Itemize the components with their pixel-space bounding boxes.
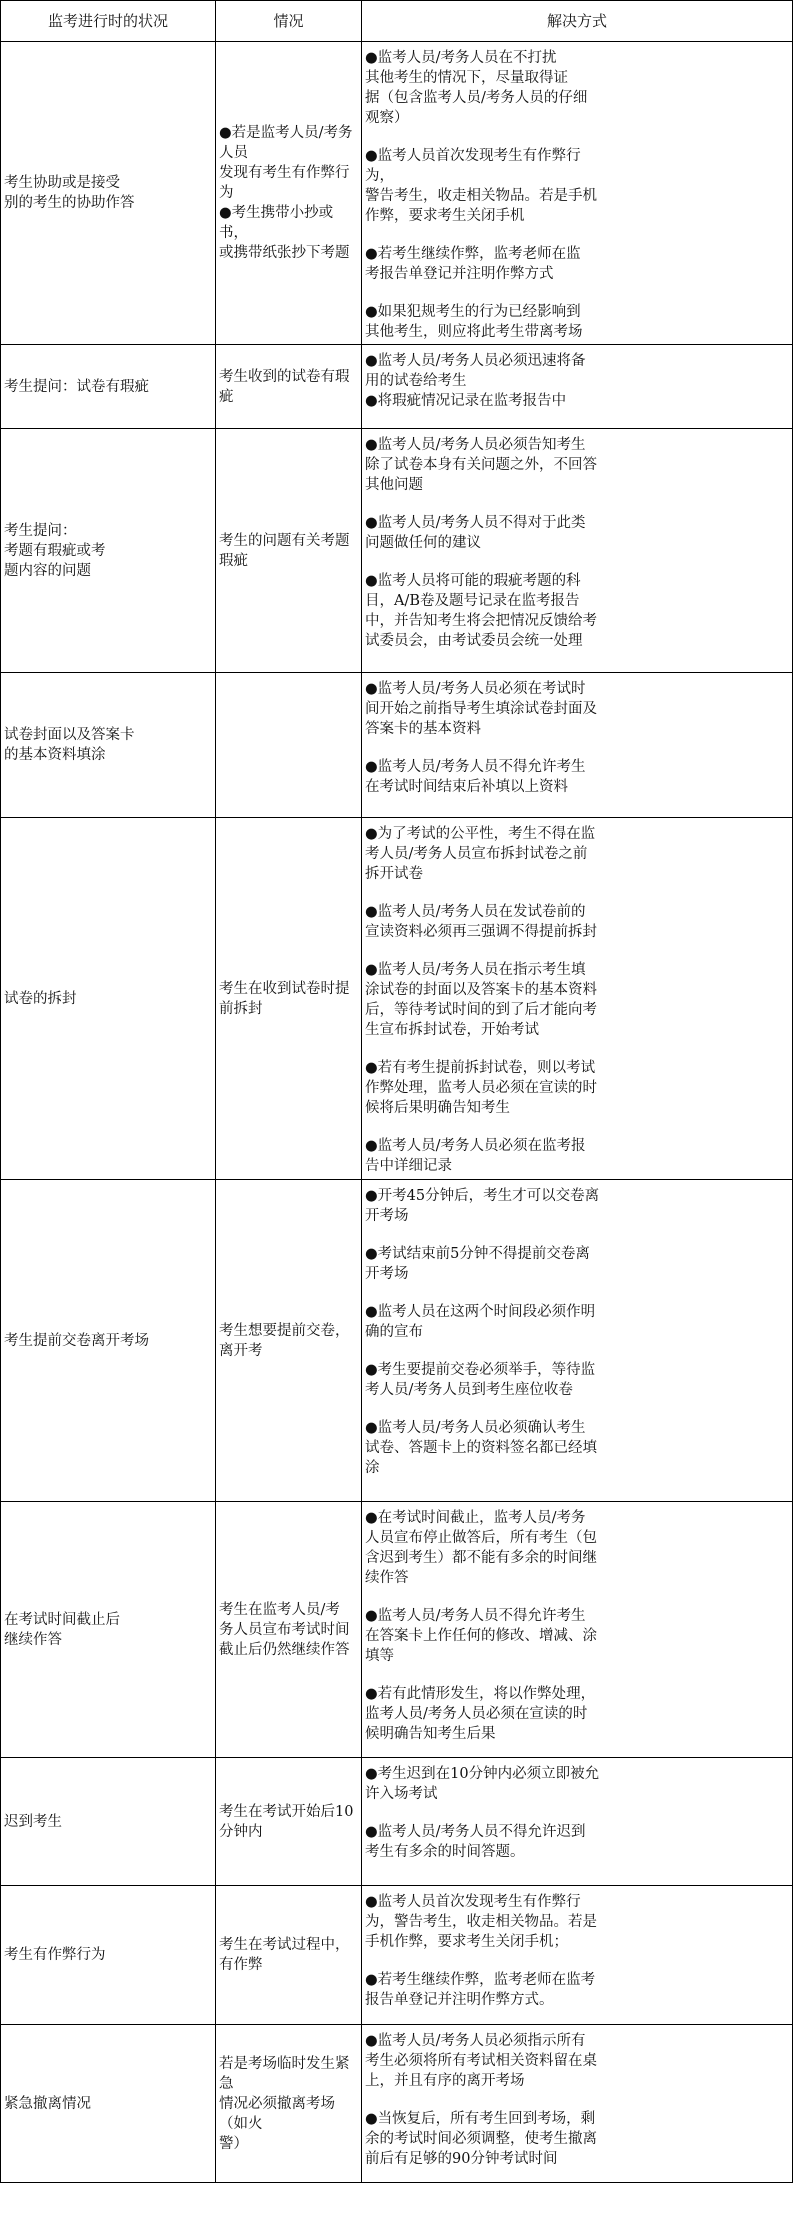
situation-cell: 考生有作弊行为	[1, 1886, 216, 2025]
situation-cell: 考生提问：试卷有瑕疵	[1, 345, 216, 429]
situation-cell: 考生提问： 考题有瑕疵或考 题内容的问题	[1, 429, 216, 673]
solution-cell	[362, 818, 793, 1180]
solution-cell	[362, 42, 793, 345]
solution-item: ●监考人员/考务人员不得允许考生 在考试时间结束后补填以上资料	[365, 759, 586, 795]
table-row	[1, 673, 793, 818]
solution-item: ●监考人员/考务人员不得对于此类 问题做任何的建议	[365, 515, 586, 551]
header-solution: 解决方式	[362, 1, 793, 42]
situation-cell: 试卷的拆封	[1, 818, 216, 1180]
table-row	[1, 1180, 793, 1502]
condition-cell: 考生在监考人员/考 务人员宣布考试时间 截止后仍然继续作答	[216, 1502, 362, 1758]
solution-item: ●监考人员/考务人员必须指示所有 考生必须将所有考试相关资料留在桌 上，并且有序的离开考场	[365, 2033, 597, 2089]
table-header-row	[1, 1, 793, 42]
condition-cell: 考生在考试开始后10分钟内	[216, 1758, 362, 1886]
situation-cell: 考生提前交卷离开考场	[1, 1180, 216, 1502]
solution-item: ●监考人员将可能的瑕疵考题的科 目，A/B卷及题号记录在监考报告 中，并告知考生将会把情况反馈给考 试委员会，由考试委员会统一处理	[365, 573, 597, 649]
solution-cell	[362, 1502, 793, 1758]
solution-item: ●如果犯规考生的行为已经影响到 其他考生，则应将此考生带离考场	[365, 304, 583, 340]
condition-cell: ●若是监考人员/考务人员 发现有考生有作弊行为 ●考生携带小抄或书， 或携带纸张抄下考题	[216, 42, 362, 345]
solution-item: ●监考人员/考务人员必须确认考生 试卷、答题卡上的资料签名都已经填 涂	[365, 1420, 597, 1476]
solution-item: ●监考人员在这两个时间段必须作明 确的宣布	[365, 1304, 596, 1340]
solution-item: ●在考试时间截止，监考人员/考务 人员宣布停止做答后，所有考生（包 含迟到考生）都不能有多余的时间继 续作答	[365, 1510, 597, 1586]
solution-item: ●监考人员/考务人员不得允许考生 在答案卡上作任何的修改、增减、涂 填等	[365, 1608, 597, 1664]
solution-item: ●监考人员/考务人员在发试卷前的 宣读资料必须再三强调不得提前拆封	[365, 904, 597, 940]
condition-cell: 若是考场临时发生紧急 情况必须撤离考场（如火 警）	[216, 2025, 362, 2183]
solution-item: ●开考45分钟后，考生才可以交卷离 开考场	[365, 1188, 600, 1224]
table-row	[1, 818, 793, 1180]
solution-item: ●为了考试的公平性，考生不得在监 考人员/考务人员宣布拆封试卷之前 拆开试卷	[365, 826, 596, 882]
solution-item: ●若考生继续作弊，监考老师在监 考报告单登记并注明作弊方式	[365, 246, 581, 282]
header-condition: 情况	[216, 1, 362, 42]
condition-cell: 考生的问题有关考题瑕疵	[216, 429, 362, 673]
solution-cell	[362, 673, 793, 818]
situation-cell: 试卷封面以及答案卡 的基本资料填涂	[1, 673, 216, 818]
table-row	[1, 429, 793, 673]
condition-cell: 考生收到的试卷有瑕疵	[216, 345, 362, 429]
situation-cell: 在考试时间截止后 继续作答	[1, 1502, 216, 1758]
solution-item: ●若有此情形发生，将以作弊处理， 监考人员/考务人员必须在宣读的时 候明确告知考生后果	[365, 1686, 596, 1742]
solution-item: ●监考人员/考务人员必须在考试时 间开始之前指导考生填涂试卷封面及 答案卡的基本资料	[365, 681, 597, 737]
situation-cell: 迟到考生	[1, 1758, 216, 1886]
condition-cell	[216, 673, 362, 818]
solution-item: ●监考人员/考务人员在指示考生填 涂试卷的封面以及答案卡的基本资料 后，等待考试时间的到了后才能向考 生宣布拆封试卷，开始考试	[365, 962, 597, 1038]
solution-item: ●若考生继续作弊，监考老师在监考 报告单登记并注明作弊方式。	[365, 1972, 596, 2008]
table-row	[1, 1758, 793, 1886]
solution-cell	[362, 345, 793, 429]
header-situation: 监考进行时的状况	[1, 1, 216, 42]
solution-item: ●考生要提前交卷必须举手，等待监 考人员/考务人员到考生座位收卷	[365, 1362, 596, 1398]
table-row	[1, 2025, 793, 2183]
solution-item: ●若有考生提前拆封试卷，则以考试 作弊处理，监考人员必须在宣读的时 候将后果明确告知考生	[365, 1060, 597, 1116]
table-row	[1, 1502, 793, 1758]
solution-item: ●考生迟到在10分钟内必须立即被允 许入场考试	[365, 1766, 600, 1802]
table-row	[1, 1886, 793, 2025]
solution-item: ●监考人员首次发现考生有作弊行 为， 警告考生，收走相关物品。若是手机 作弊，要求考生关闭手机	[365, 148, 597, 224]
solution-cell	[362, 1758, 793, 1886]
condition-cell: 考生想要提前交卷，离开考	[216, 1180, 362, 1502]
situation-cell: 紧急撤离情况	[1, 2025, 216, 2183]
solution-item: ●监考人员/考务人员必须在监考报 告中详细记录	[365, 1138, 586, 1174]
table-row	[1, 42, 793, 345]
solution-cell	[362, 429, 793, 673]
solution-item: ●考试结束前5分钟不得提前交卷离 开考场	[365, 1246, 590, 1282]
solution-item: ●监考人员首次发现考生有作弊行 为，警告考生，收走相关物品。若是 手机作弊，要求考生关闭手机；	[365, 1894, 597, 1950]
solution-cell	[362, 1180, 793, 1502]
situation-cell: 考生协助或是接受 别的考生的协助作答	[1, 42, 216, 345]
solution-item: ●监考人员/考务人员必须告知考生 除了试卷本身有关问题之外，不回答 其他问题	[365, 437, 597, 493]
table-row	[1, 345, 793, 429]
solution-cell	[362, 2025, 793, 2183]
condition-cell: 考生在考试过程中，有作弊	[216, 1886, 362, 2025]
solution-item: ●监考人员/考务人员不得允许迟到 考生有多余的时间答题。	[365, 1824, 586, 1860]
solution-cell	[362, 1886, 793, 2025]
solution-item: ●当恢复后，所有考生回到考场，剩 余的考试时间必须调整，使考生撤离 前后有足够的90分钟考试时间	[365, 2111, 597, 2167]
solution-item: ●监考人员/考务人员必须迅速将备 用的试卷给考生 ●将瑕疵情况记录在监考报告中	[365, 353, 586, 409]
condition-cell: 考生在收到试卷时提前拆封	[216, 818, 362, 1180]
solution-item: ●监考人员/考务人员在不打扰 其他考生的情况下，尽量取得证 据（包含监考人员/考务人员的仔细 观察）	[365, 50, 588, 126]
